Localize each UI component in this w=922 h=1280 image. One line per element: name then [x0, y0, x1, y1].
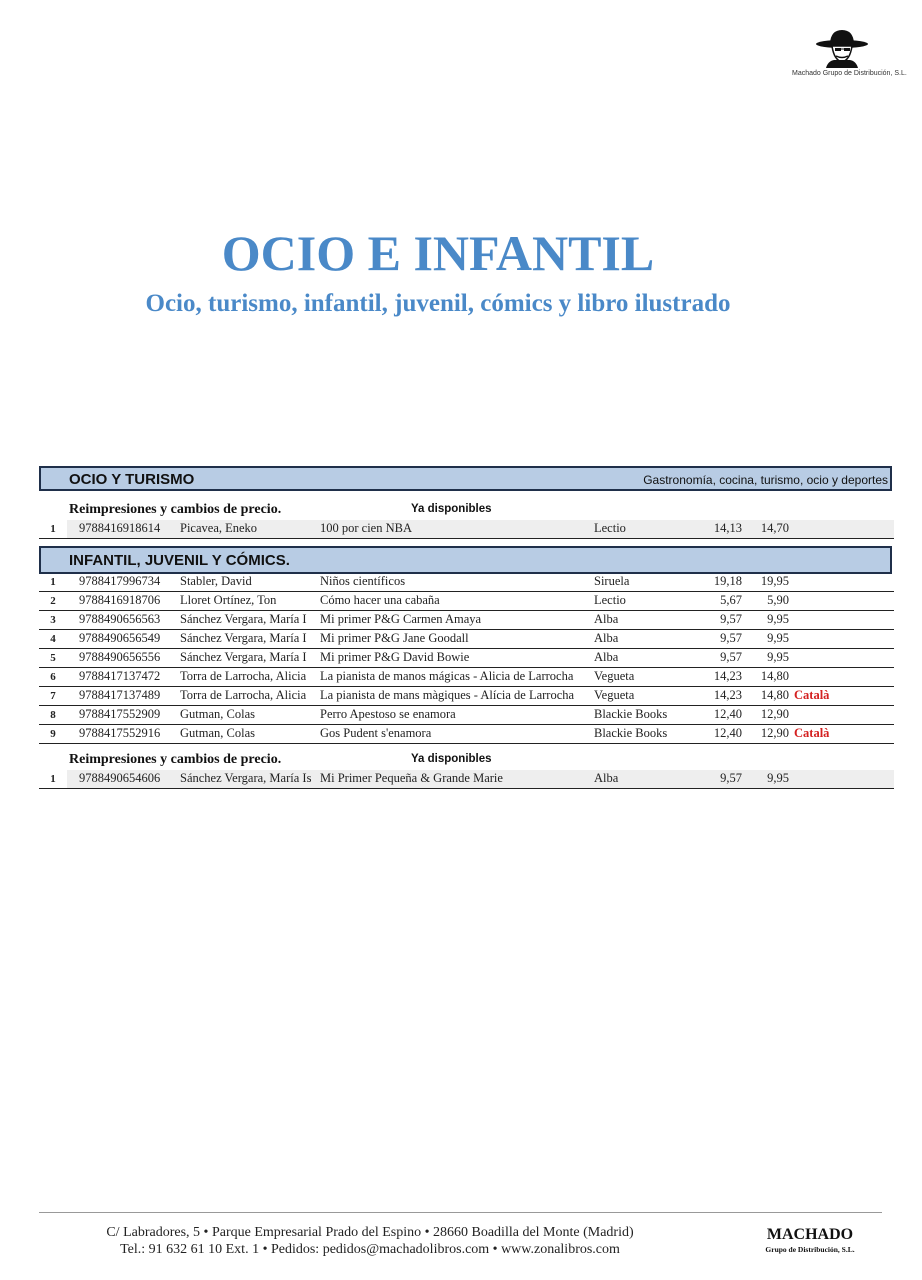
available-label: Ya disponibles	[411, 753, 492, 765]
table-row	[39, 630, 894, 649]
row-price-net: 12,40	[713, 726, 742, 740]
row-author: Torra de Larrocha, Alicia	[180, 688, 307, 702]
row-title: Gos Pudent s'enamora	[320, 726, 432, 740]
row-author: Sánchez Vergara, María Is	[180, 771, 312, 785]
table-row	[39, 592, 894, 611]
row-number: 1	[50, 523, 56, 535]
table-row	[39, 649, 894, 668]
row-price: 5,90	[767, 593, 789, 607]
row-number: 4	[50, 633, 56, 645]
footer-address: C/ Labradores, 5 • Parque Empresarial Prado del Espino • 28660 Boadilla del Monte (Madrid)	[106, 1225, 634, 1240]
row-author: Stabler, David	[180, 574, 252, 588]
row-title: Mi primer P&G Jane Goodall	[320, 631, 469, 645]
footer-brand-name: MACHADO	[766, 1226, 854, 1243]
row-author: Sánchez Vergara, María I	[180, 650, 307, 664]
section-subtitle: Gastronomía, cocina, turismo, ocio y deportes	[643, 473, 888, 487]
row-price: 14,70	[760, 521, 789, 535]
section-title: OCIO Y TURISMO	[69, 471, 195, 488]
row-price-net: 9,57	[720, 631, 742, 645]
row-isbn: 9788417137489	[79, 688, 161, 702]
row-number: 8	[50, 709, 56, 721]
footer-divider	[39, 1212, 882, 1213]
row-author: Torra de Larrocha, Alicia	[180, 669, 307, 683]
table-row	[39, 573, 894, 592]
table-row	[39, 520, 894, 539]
row-isbn: 9788417137472	[79, 669, 161, 683]
row-title: Mi primer P&G Carmen Amaya	[320, 612, 482, 626]
row-publisher: Vegueta	[594, 688, 635, 702]
row-publisher: Blackie Books	[594, 707, 668, 721]
document-subtitle: Ocio, turismo, infantil, juvenil, cómics y libro ilustrado	[145, 290, 731, 317]
row-publisher: Alba	[594, 771, 619, 785]
row-price-net: 5,67	[720, 593, 742, 607]
row-note: Català	[794, 688, 830, 702]
row-publisher: Lectio	[594, 593, 626, 607]
row-title: Mi Primer Pequeña & Grande Marie	[320, 771, 503, 785]
row-publisher: Vegueta	[594, 669, 635, 683]
row-price: 14,80	[760, 669, 789, 683]
row-title: 100 por cien NBA	[320, 521, 412, 535]
row-isbn: 9788417552916	[79, 726, 161, 740]
row-number: 5	[50, 652, 56, 664]
row-price: 12,90	[760, 726, 789, 740]
table-row	[39, 770, 894, 789]
row-price: 19,95	[760, 574, 789, 588]
row-author: Gutman, Colas	[180, 707, 255, 721]
row-price: 12,90	[760, 707, 789, 721]
row-price-net: 9,57	[720, 650, 742, 664]
row-number: 1	[50, 576, 56, 588]
row-price: 9,95	[767, 631, 789, 645]
row-isbn: 9788416918706	[79, 593, 161, 607]
row-publisher: Alba	[594, 631, 619, 645]
section-header-infantil	[39, 546, 892, 574]
available-label: Ya disponibles	[411, 503, 492, 515]
row-price: 9,95	[767, 612, 789, 626]
section-header-ocio	[39, 466, 892, 491]
section-title: INFANTIL, JUVENIL Y CÓMICS.	[69, 552, 290, 569]
table-row	[39, 668, 894, 687]
row-number: 3	[50, 614, 56, 626]
row-price: 14,80	[760, 688, 789, 702]
document-title: OCIO E INFANTIL	[221, 225, 655, 281]
row-price: 9,95	[767, 771, 789, 785]
footer-brand	[752, 1226, 868, 1254]
row-isbn: 9788490656549	[79, 631, 161, 645]
row-title: Perro Apestoso se enamora	[320, 707, 456, 721]
reprints-label: Reimpresiones y cambios de precio.	[69, 752, 282, 767]
reprints-label: Reimpresiones y cambios de precio.	[69, 502, 282, 517]
row-publisher: Lectio	[594, 521, 626, 535]
footer-contact: Tel.: 91 632 61 10 Ext. 1 • Pedidos: pedidos@machadolibros.com • www.zonalibros.com	[120, 1242, 620, 1257]
man-with-hat-icon	[814, 24, 870, 68]
row-publisher: Siruela	[594, 574, 630, 588]
row-author: Sánchez Vergara, María I	[180, 631, 307, 645]
row-title: La pianista de manos mágicas - Alicia de Larrocha	[320, 669, 574, 683]
row-price: 9,95	[767, 650, 789, 664]
footer-brand-subtitle: Grupo de Distribución, S.L.	[765, 1245, 855, 1254]
row-title: Niños científicos	[320, 574, 406, 588]
row-title: Mi primer P&G David Bowie	[320, 650, 470, 664]
row-title: La pianista de mans màgiques - Alícia de Larrocha	[320, 688, 575, 702]
row-title: Cómo hacer una cabaña	[320, 593, 440, 607]
row-isbn: 9788490656563	[79, 612, 161, 626]
row-isbn: 9788490656556	[79, 650, 161, 664]
logo-caption: Machado Grupo de Distribución, S.L.	[792, 70, 907, 77]
row-isbn: 9788490654606	[79, 771, 161, 785]
row-price-net: 12,40	[713, 707, 742, 721]
row-price-net: 14,23	[713, 688, 742, 702]
row-publisher: Alba	[594, 650, 619, 664]
row-isbn: 9788416918614	[79, 521, 161, 535]
table-row	[39, 706, 894, 725]
table-row	[39, 687, 894, 706]
row-number: 7	[50, 690, 56, 702]
row-author: Picavea, Eneko	[180, 521, 258, 535]
ocio-reprints-table	[39, 520, 894, 539]
company-logo	[792, 24, 907, 77]
row-author: Lloret Ortínez, Ton	[180, 593, 277, 607]
row-author: Sánchez Vergara, María I	[180, 612, 307, 626]
row-price-net: 19,18	[713, 574, 742, 588]
table-row	[39, 725, 894, 744]
row-price-net: 14,13	[713, 521, 742, 535]
row-isbn: 9788417552909	[79, 707, 161, 721]
infantil-reprints-table	[39, 770, 894, 789]
row-price-net: 9,57	[720, 771, 742, 785]
row-isbn: 9788417996734	[79, 574, 161, 588]
infantil-table	[39, 573, 894, 744]
row-price-net: 9,57	[720, 612, 742, 626]
row-number: 1	[50, 773, 56, 785]
table-row	[39, 611, 894, 630]
row-publisher: Blackie Books	[594, 726, 668, 740]
row-number: 6	[50, 671, 56, 683]
row-note: Català	[794, 726, 830, 740]
row-number: 2	[50, 595, 56, 607]
row-author: Gutman, Colas	[180, 726, 255, 740]
footer-address-block	[40, 1224, 700, 1258]
row-price-net: 14,23	[713, 669, 742, 683]
row-publisher: Alba	[594, 612, 619, 626]
row-number: 9	[50, 728, 56, 740]
